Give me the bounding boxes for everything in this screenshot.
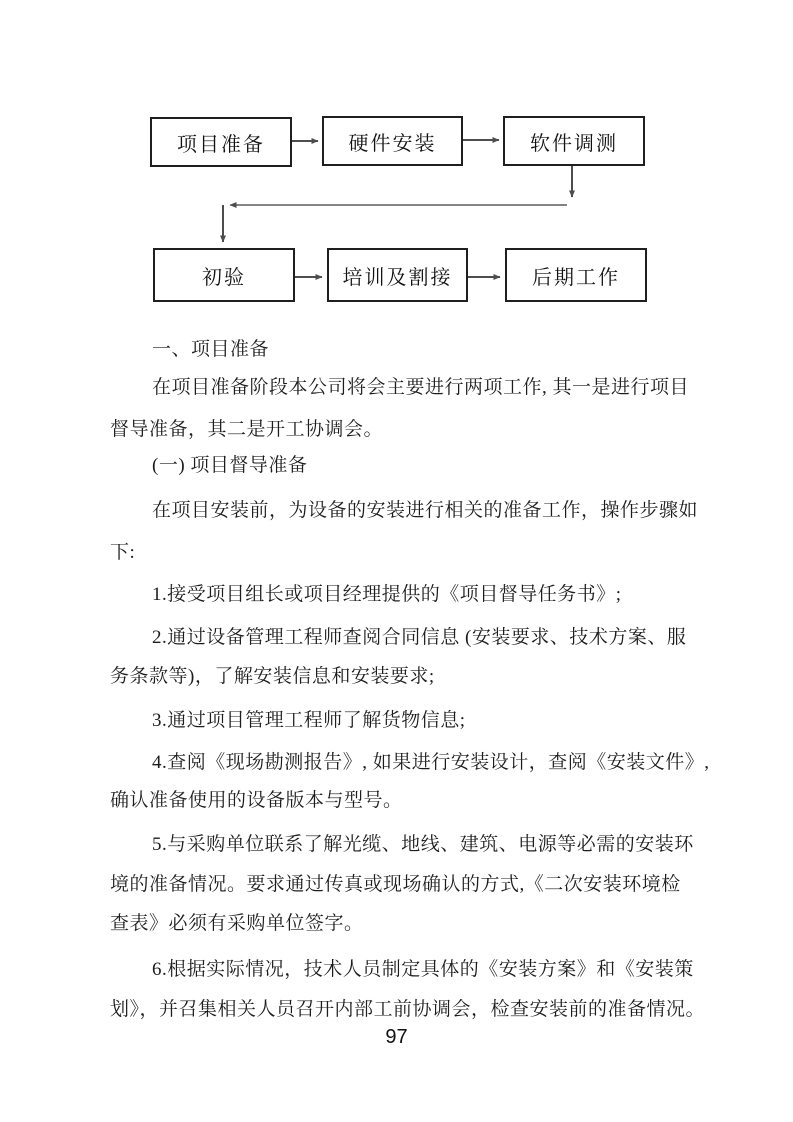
process-flowchart [0,0,793,330]
flowchart-box-later-work [505,248,647,302]
text-line: 6.根据实际情况，技术人员制定具体的《安装方案》和《安装策 [152,959,694,980]
flowchart-box-software-debugging [503,116,645,166]
flowchart-box-label: 软件调测 [530,132,618,155]
text-line: 在项目安装前，为设备的安装进行相关的准备工作，操作步骤如 [152,500,699,521]
flowchart-box-initial-acceptance [153,248,295,302]
page-number: 97 [385,1026,408,1048]
flowchart-box-label: 项目准备 [177,133,265,156]
text-line: 3.通过项目管理工程师了解货物信息; [152,710,466,731]
text-line: (一) 项目督导准备 [152,455,308,476]
text-line: 督导准备，其二是开工协调会。 [110,419,384,440]
flowchart-box-training-cutover [327,248,468,302]
flowchart-box-label: 硬件安装 [348,132,437,155]
text-line: 一、项目准备 [152,339,270,360]
text-line: 确认准备使用的设备版本与型号。 [110,790,403,811]
text-line: 1.接受项目组长或项目经理提供的《项目督导任务书》; [152,584,622,605]
text-line: 2.通过设备管理工程师查阅合同信息 (安装要求、技术方案、服 [152,627,687,648]
text-line: 境的准备情况。要求通过传真或现场确认的方式,《二次安装环境检 [110,874,681,895]
flowchart-box-label: 初验 [202,266,246,289]
flowchart-box-project-preparation [150,117,292,167]
flowchart-box-label: 培训及割接 [342,266,453,289]
text-line: 查表》必须有采购单位签字。 [110,913,364,934]
text-line: 在项目准备阶段本公司将会主要进行两项工作, 其一是进行项目 [152,377,690,398]
text-line: 务条款等)，了解安装信息和安装要求; [110,666,435,687]
text-line: 4.查阅《现场勘测报告》, 如果进行安装设计，查阅《安装文件》, [152,752,710,773]
text-line: 划》，并召集相关人员召开内部工前协调会，检查安装前的准备情况。 [110,999,706,1020]
flowchart-box-hardware-installation [322,116,463,166]
text-line: 下: [110,542,136,563]
text-line: 5.与采购单位联系了解光缆、地线、建筑、电源等必需的安装环 [152,834,694,855]
flowchart-box-label: 后期工作 [532,266,620,289]
